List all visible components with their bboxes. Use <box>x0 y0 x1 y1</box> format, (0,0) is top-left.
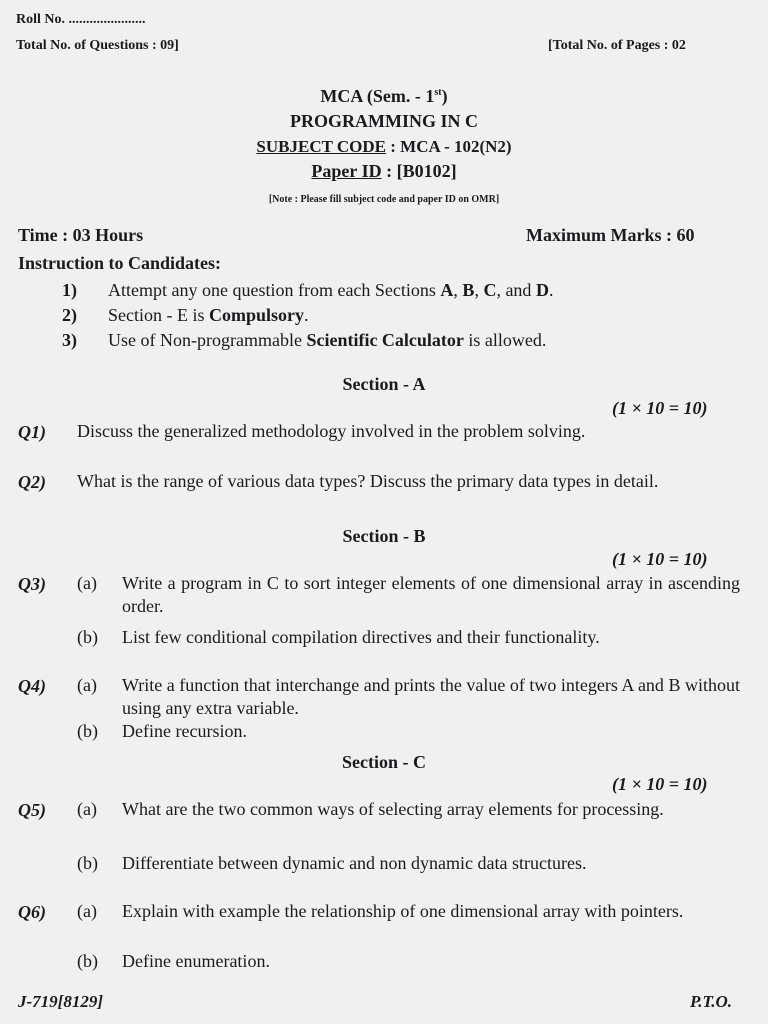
subject-title: PROGRAMMING IN C <box>290 111 478 131</box>
part-label-a: (a) <box>77 675 97 695</box>
part-label-a: (a) <box>77 901 97 921</box>
instruction-item: Use of Non-programmable Scientific Calculator is allowed. <box>108 330 547 350</box>
instruction-number: 2) <box>62 305 77 325</box>
instruction-item: Section - E is Compulsory. <box>108 305 309 325</box>
part-label-b: (b) <box>77 627 98 647</box>
maximum-marks: Maximum Marks : 60 <box>526 225 695 245</box>
total-questions: Total No. of Questions : 09] <box>16 38 179 53</box>
roll-number-line: Roll No. ...................... <box>16 12 146 27</box>
section-b-marks: (1 × 10 = 10) <box>612 549 708 569</box>
question-q3-part-b: List few conditional compilation directives and their functionality. <box>122 627 600 647</box>
question-number-q3: Q3) <box>18 574 46 594</box>
question-q1-text: Discuss the generalized methodology involved in the problem solving. <box>77 421 586 441</box>
paper-code-footer: J-719[8129] <box>18 992 103 1011</box>
question-q5-part-b: Differentiate between dynamic and non dynamic data structures. <box>122 853 587 873</box>
question-q6-part-a: Explain with example the relationship of one dimensional array with pointers. <box>122 901 684 921</box>
part-label-b: (b) <box>77 853 98 873</box>
exam-time: Time : 03 Hours <box>18 225 144 245</box>
part-label-b: (b) <box>77 951 98 971</box>
question-q6-part-b: Define enumeration. <box>122 951 270 971</box>
question-number-q1: Q1) <box>18 422 46 442</box>
section-a-marks: (1 × 10 = 10) <box>612 398 708 418</box>
section-b-title: Section - B <box>342 526 426 546</box>
instruction-item: Attempt any one question from each Sections A, B, C, and D. <box>108 280 554 300</box>
instruction-number: 1) <box>62 280 77 300</box>
instruction-number: 3) <box>62 330 77 350</box>
question-q2-text: What is the range of various data types? Discuss the primary data types in detail. <box>77 471 659 491</box>
section-c-marks: (1 × 10 = 10) <box>612 774 708 794</box>
omr-note: [Note : Please fill subject code and paper ID on OMR] <box>268 194 500 205</box>
question-number-q2: Q2) <box>18 472 46 492</box>
course-title: MCA (Sem. - 1st) <box>320 86 448 106</box>
question-q3-part-a: Write a program in C to sort integer elements of one dimensional array in ascending order. <box>122 573 740 616</box>
question-q5-part-a: What are the two common ways of selecting array elements for processing. <box>122 799 664 819</box>
question-q4-part-b: Define recursion. <box>122 721 247 741</box>
subject-code: SUBJECT CODE : MCA - 102(N2) <box>256 137 512 156</box>
question-number-q4: Q4) <box>18 676 46 696</box>
question-q4-part-a: Write a function that interchange and prints the value of two integers A and B without using any extra variable. <box>122 675 740 718</box>
part-label-b: (b) <box>77 721 98 741</box>
total-pages: [Total No. of Pages : 02 <box>548 38 686 53</box>
section-c-title: Section - C <box>342 752 426 772</box>
pto-footer: P.T.O. <box>690 992 733 1011</box>
section-a-title: Section - A <box>342 374 426 394</box>
instructions-title: Instruction to Candidates: <box>18 253 222 273</box>
question-number-q6: Q6) <box>18 902 46 922</box>
question-number-q5: Q5) <box>18 800 46 820</box>
part-label-a: (a) <box>77 799 97 819</box>
part-label-a: (a) <box>77 573 97 593</box>
paper-id: Paper ID : [B0102] <box>311 161 457 181</box>
